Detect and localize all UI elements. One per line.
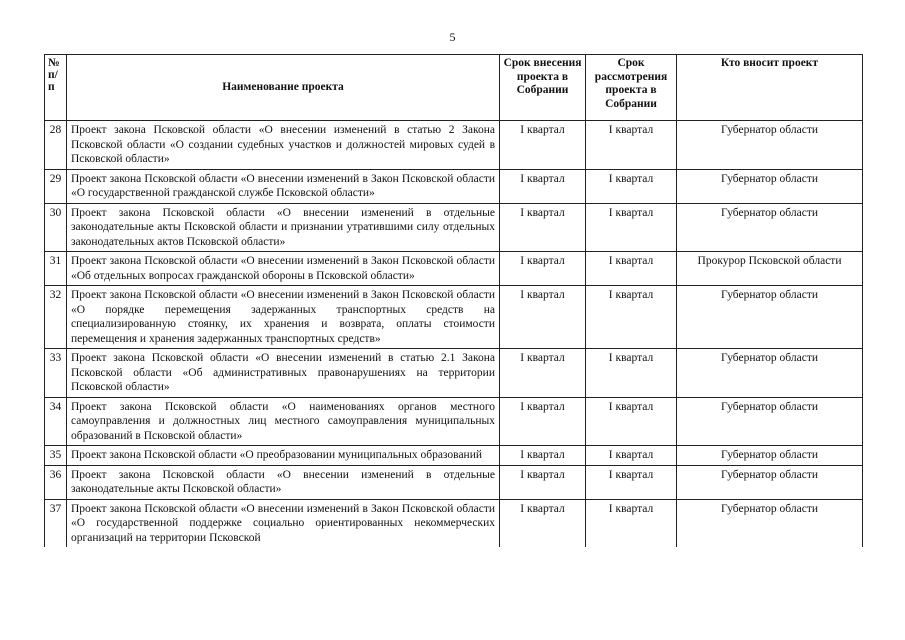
submission-deadline: I квартал (500, 286, 586, 349)
project-name: Проект закона Псковской области «О внесении изменений в статью 2 Закона Псковской области «О создании судебных участков и должностей мировых судей в Псковской области» (67, 121, 500, 170)
project-name: Проект закона Псковской области «О внесении изменений в Закон Псковской области «О государственной поддержке социально ориентированных некоммерческих организаций на территории Псковской (67, 499, 500, 547)
review-deadline: I квартал (586, 203, 677, 252)
header-review-deadline: Срок рассмотрения проекта в Собрании (586, 55, 677, 121)
review-deadline: I квартал (586, 349, 677, 398)
row-number: 37 (45, 499, 67, 547)
row-number: 29 (45, 169, 67, 203)
row-number: 30 (45, 203, 67, 252)
project-name: Проект закона Псковской области «О наименованиях органов местного самоуправления и должностных лиц местного самоуправления муниципальных образований в Псковской области» (67, 397, 500, 446)
submission-deadline: I квартал (500, 252, 586, 286)
table-row (45, 349, 863, 398)
row-number: 33 (45, 349, 67, 398)
submitted-by: Губернатор области (677, 121, 863, 170)
page-number: 5 (449, 30, 456, 44)
table-row (45, 465, 863, 499)
review-deadline: I квартал (586, 465, 677, 499)
table-header-row (45, 55, 863, 121)
table-row (45, 121, 863, 170)
submitted-by: Прокурор Псковской области (677, 252, 863, 286)
submission-deadline: I квартал (500, 349, 586, 398)
table-row (45, 397, 863, 446)
submission-deadline: I квартал (500, 169, 586, 203)
submitted-by: Губернатор области (677, 203, 863, 252)
submitted-by: Губернатор области (677, 169, 863, 203)
header-project-name: Наименование проекта (67, 55, 500, 121)
submitted-by: Губернатор области (677, 349, 863, 398)
submitted-by: Губернатор области (677, 465, 863, 499)
row-number: 35 (45, 446, 67, 466)
submitted-by: Губернатор области (677, 446, 863, 466)
project-name: Проект закона Псковской области «О внесении изменений в Закон Псковской области «Об отдельных вопросах гражданской обороны в Псковской области» (67, 252, 500, 286)
submission-deadline: I квартал (500, 465, 586, 499)
project-name: Проект закона Псковской области «О внесении изменений в Закон Псковской области «О порядке перемещения задержанных транспортных средств на специализированную стоянку, их хранения и возврата, оплаты стоимости перемещения и хранения задержанных транспортных средств» (67, 286, 500, 349)
project-name: Проект закона Псковской области «О внесении изменений в статью 2.1 Закона Псковской области «Об административных правонарушениях на территории Псковской области» (67, 349, 500, 398)
submission-deadline: I квартал (500, 397, 586, 446)
review-deadline: I квартал (586, 446, 677, 466)
row-number: 36 (45, 465, 67, 499)
table-row (45, 286, 863, 349)
table-row (45, 169, 863, 203)
submission-deadline: I квартал (500, 203, 586, 252)
row-number: 34 (45, 397, 67, 446)
row-number: 31 (45, 252, 67, 286)
table-row (45, 499, 863, 547)
project-name: Проект закона Псковской области «О внесении изменений в Закон Псковской области «О государственной гражданской службе Псковской области» (67, 169, 500, 203)
header-submitted-by: Кто вносит проект (677, 55, 863, 121)
submitted-by: Губернатор области (677, 286, 863, 349)
review-deadline: I квартал (586, 121, 677, 170)
row-number: 28 (45, 121, 67, 170)
submission-deadline: I квартал (500, 121, 586, 170)
projects-table (44, 54, 863, 547)
project-name: Проект закона Псковской области «О преобразовании муниципальных образований (67, 446, 500, 466)
review-deadline: I квартал (586, 252, 677, 286)
header-number: № п/п (45, 55, 67, 121)
project-name: Проект закона Псковской области «О внесении изменений в отдельные законодательные акты Псковской области» (67, 465, 500, 499)
row-number: 32 (45, 286, 67, 349)
submission-deadline: I квартал (500, 499, 586, 547)
project-name: Проект закона Псковской области «О внесении изменений в отдельные законодательные акты Псковской области и признании утратившими силу отдельных законодательных актов Псковской области» (67, 203, 500, 252)
header-submission-deadline: Срок внесения проекта в Собрании (500, 55, 586, 121)
review-deadline: I квартал (586, 397, 677, 446)
review-deadline: I квартал (586, 169, 677, 203)
review-deadline: I квартал (586, 286, 677, 349)
table-row (45, 446, 863, 466)
table-row (45, 252, 863, 286)
submission-deadline: I квартал (500, 446, 586, 466)
submitted-by: Губернатор области (677, 499, 863, 547)
table-row (45, 203, 863, 252)
submitted-by: Губернатор области (677, 397, 863, 446)
review-deadline: I квартал (586, 499, 677, 547)
